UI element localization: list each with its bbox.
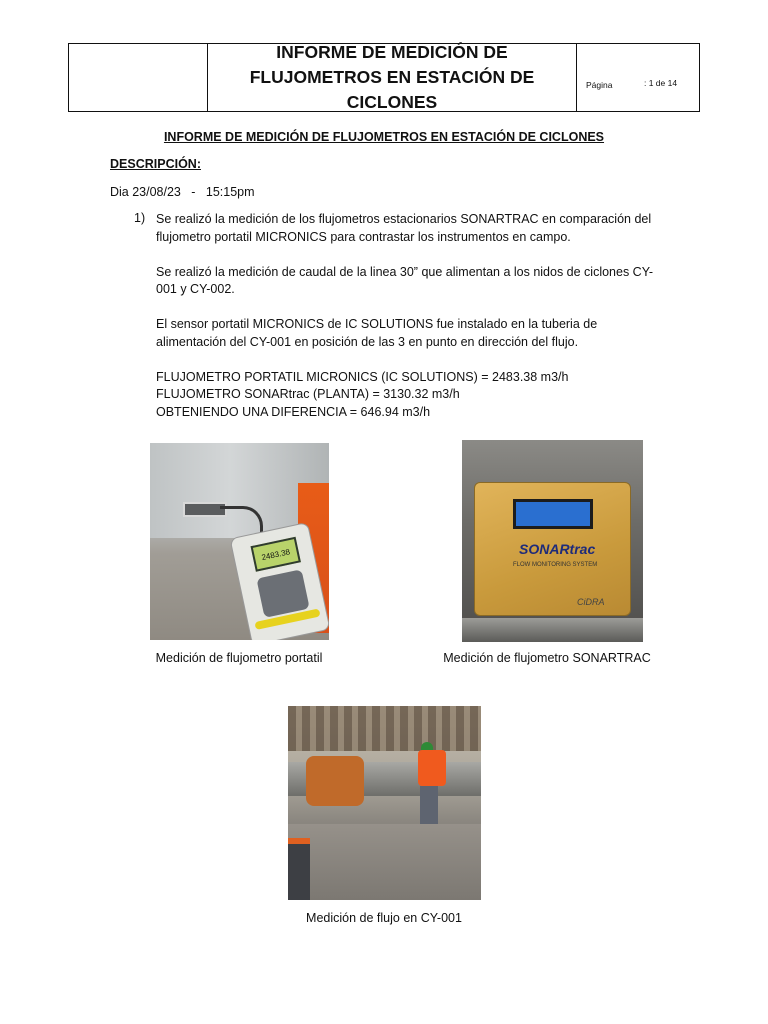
list-item-number: 1) — [134, 211, 146, 225]
page-number-cell — [577, 44, 699, 111]
pipe-flange — [306, 756, 364, 806]
document-title: INFORME DE MEDICIÓN DE FLUJOMETROS EN ESTACIÓN DE CICLONES — [163, 130, 605, 144]
photo-field-measurement — [288, 706, 481, 900]
worker-vest — [418, 750, 446, 786]
section-heading: DESCRIPCIÓN: — [110, 157, 201, 171]
worker-legs — [420, 786, 438, 824]
document-header — [68, 43, 700, 112]
brand-subtitle: FLOW MONITORING SYSTEM — [513, 562, 598, 568]
page-label: Página — [586, 80, 613, 90]
logo-cell — [69, 44, 208, 111]
photo-sonartrac — [462, 440, 643, 642]
reading-line: FLUJOMETRO SONARtrac (PLANTA) = 3130.32 m3/h — [156, 387, 460, 401]
list-item-body — [156, 211, 666, 421]
maker-logo: CiDRA — [577, 597, 605, 607]
caption-field: Medición de flujo en CY-001 — [306, 911, 462, 925]
roof-structure — [288, 706, 481, 751]
keypad — [256, 569, 309, 618]
page-value: : 1 de 14 — [644, 78, 678, 88]
caption-sonartrac: Medición de flujometro SONARTRAC — [443, 651, 651, 665]
device-screen: 2483.38 — [251, 537, 301, 572]
lcd-display — [513, 499, 593, 529]
paragraph: Se realizó la medición de caudal de la linea 30” que alimentan a los nidos de ciclones CY-001 y CY-002. — [156, 264, 654, 296]
reading-line: FLUJOMETRO PORTATIL MICRONICS (IC SOLUTIONS) = 2483.38 m3/h — [156, 369, 569, 384]
header-title-line1: INFORME DE MEDICIÓN DE — [276, 42, 508, 62]
foreground-leg — [288, 838, 310, 900]
readings-block — [156, 369, 666, 422]
header-title-line2: FLUJOMETROS EN ESTACIÓN DE CICLONES — [249, 67, 535, 112]
header-title — [208, 44, 577, 111]
caption-portable: Medición de flujometro portatil — [155, 651, 323, 665]
ground — [288, 824, 481, 900]
photo-portable-flowmeter — [150, 443, 329, 640]
pipes — [462, 618, 643, 642]
reading-line: OBTENIENDO UNA DIFERENCIA = 646.94 m3/h — [156, 404, 431, 419]
date-line: Dia 23/08/23 - 15:15pm — [110, 185, 255, 199]
paragraph: El sensor portatil MICRONICS de IC SOLUTIONS fue instalado en la tuberia de alimentación del CY-001 en posición de las 3 en punto en dirección del flujo. — [156, 317, 598, 349]
paragraph: Se realizó la medición de los flujometros estacionarios SONARTRAC en comparación del flujometro portatil MICRONICS para contrastar los instrumentos en campo. — [156, 212, 652, 244]
transmitter-box — [474, 482, 631, 616]
brand-logo: SONARtrac — [519, 541, 596, 557]
